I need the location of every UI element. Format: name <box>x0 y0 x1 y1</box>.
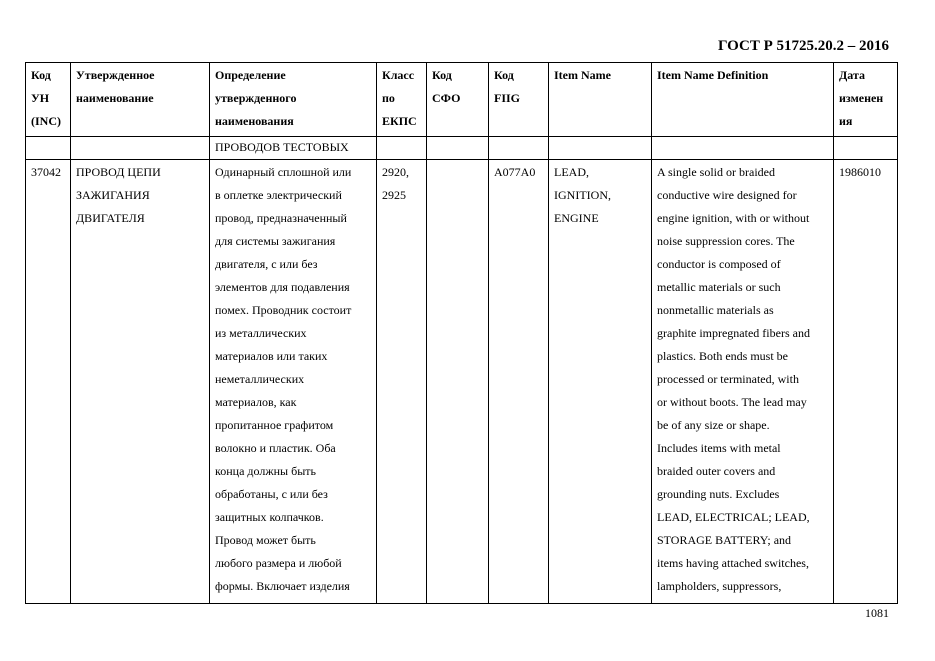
cell-line: STORAGE BATTERY; and <box>657 533 792 547</box>
cell-line: A single solid or braided <box>657 165 775 179</box>
cell-line: защитных колпачков. <box>215 510 324 524</box>
cell-line: ENGINE <box>554 211 599 225</box>
cell-line: plastics. Both ends must be <box>657 349 788 363</box>
cell-line: items having attached switches, <box>657 556 809 570</box>
cell-line: engine ignition, with or without <box>657 211 810 225</box>
continuation-cell: ПРОВОДОВ ТЕСТОВЫХ <box>210 137 377 160</box>
cell-line: 1986010 <box>839 165 881 179</box>
header-change-date: Дата изменен ия <box>834 63 898 137</box>
cell-line: processed or terminated, with <box>657 372 799 386</box>
cell-line: 2925 <box>382 188 406 202</box>
cell-line: материалов, как <box>215 395 297 409</box>
document-code: ГОСТ Р 51725.20.2 – 2016 <box>717 38 889 54</box>
continuation-row <box>26 137 898 160</box>
cell-line: любого размера и любой <box>215 556 342 570</box>
cell-line: неметаллических <box>215 372 305 386</box>
header-inc: Код УН (INC) <box>26 63 71 137</box>
cell-item-name-definition <box>652 160 834 604</box>
table-header-row <box>26 63 898 137</box>
header-fiig-code: Код FIIG <box>489 63 549 137</box>
cell-line: be of any size or shape. <box>657 418 770 432</box>
cell-line: conductive wire designed for <box>657 188 797 202</box>
cell-line: graphite impregnated fibers and <box>657 326 810 340</box>
cell-item-name <box>549 160 652 604</box>
header-item-name-definition: Item Name Definition <box>652 63 834 137</box>
cell-line: конца должны быть <box>215 464 316 478</box>
continuation-cell <box>652 137 834 160</box>
continuation-cell <box>549 137 652 160</box>
cell-line: обработаны, с или без <box>215 487 328 501</box>
continuation-cell <box>489 137 549 160</box>
page-number: 1081 <box>865 606 889 620</box>
cell-line: conductor is composed of <box>657 257 781 271</box>
cell-line: помех. Проводник состоит <box>215 303 352 317</box>
cell-line: Одинарный сплошной или <box>215 165 352 179</box>
cell-line: в оплетке электрический <box>215 188 342 202</box>
cell-line: LEAD, <box>554 165 589 179</box>
cell-line: nonmetallic materials as <box>657 303 774 317</box>
cell-line: metallic materials or such <box>657 280 781 294</box>
cell-approved-name <box>71 160 210 604</box>
header-approved-name: Утвержденное наименование <box>71 63 210 137</box>
cell-ekps-class <box>377 160 427 604</box>
cell-line: or without boots. The lead may <box>657 395 807 409</box>
cell-line: lampholders, suppressors, <box>657 579 782 593</box>
cell-line: элементов для подавления <box>215 280 350 294</box>
cell-inc <box>26 160 71 604</box>
cell-line: материалов или таких <box>215 349 328 363</box>
cell-line: IGNITION, <box>554 188 611 202</box>
cell-line: ЗАЖИГАНИЯ <box>76 188 150 202</box>
header-ekps-class: Класс по ЕКПС <box>377 63 427 137</box>
header-definition: Определение утвержденного наименования <box>210 63 377 137</box>
continuation-cell <box>377 137 427 160</box>
header-sfo-code: Код СФО <box>427 63 489 137</box>
cell-line: braided outer covers and <box>657 464 776 478</box>
classification-table <box>25 62 898 604</box>
cell-line: из металлических <box>215 326 307 340</box>
continuation-cell <box>834 137 898 160</box>
continuation-cell <box>26 137 71 160</box>
header-item-name: Item Name <box>549 63 652 137</box>
cell-line: A077A0 <box>494 165 536 179</box>
continuation-cell <box>71 137 210 160</box>
cell-definition <box>210 160 377 604</box>
cell-change-date <box>834 160 898 604</box>
cell-line: 2920, <box>382 165 409 179</box>
cell-line: grounding nuts. Excludes <box>657 487 780 501</box>
cell-line: LEAD, ELECTRICAL; LEAD, <box>657 510 810 524</box>
cell-line: noise suppression cores. The <box>657 234 795 248</box>
cell-fiig-code <box>489 160 549 604</box>
cell-line: пропитанное графитом <box>215 418 334 432</box>
cell-line: Провод может быть <box>215 533 316 547</box>
cell-line: провод, предназначенный <box>215 211 347 225</box>
cell-line: для системы зажигания <box>215 234 336 248</box>
cell-line: Includes items with metal <box>657 441 781 455</box>
cell-sfo-code <box>427 160 489 604</box>
continuation-cell <box>427 137 489 160</box>
cell-line: волокно и пластик. Оба <box>215 441 336 455</box>
cell-line: двигателя, с или без <box>215 257 318 271</box>
cell-line: ДВИГАТЕЛЯ <box>76 211 145 225</box>
cell-line: 37042 <box>31 165 61 179</box>
cell-line: ПРОВОД ЦЕПИ <box>76 165 161 179</box>
table-row <box>26 160 898 604</box>
cell-line: формы. Включает изделия <box>215 579 350 593</box>
